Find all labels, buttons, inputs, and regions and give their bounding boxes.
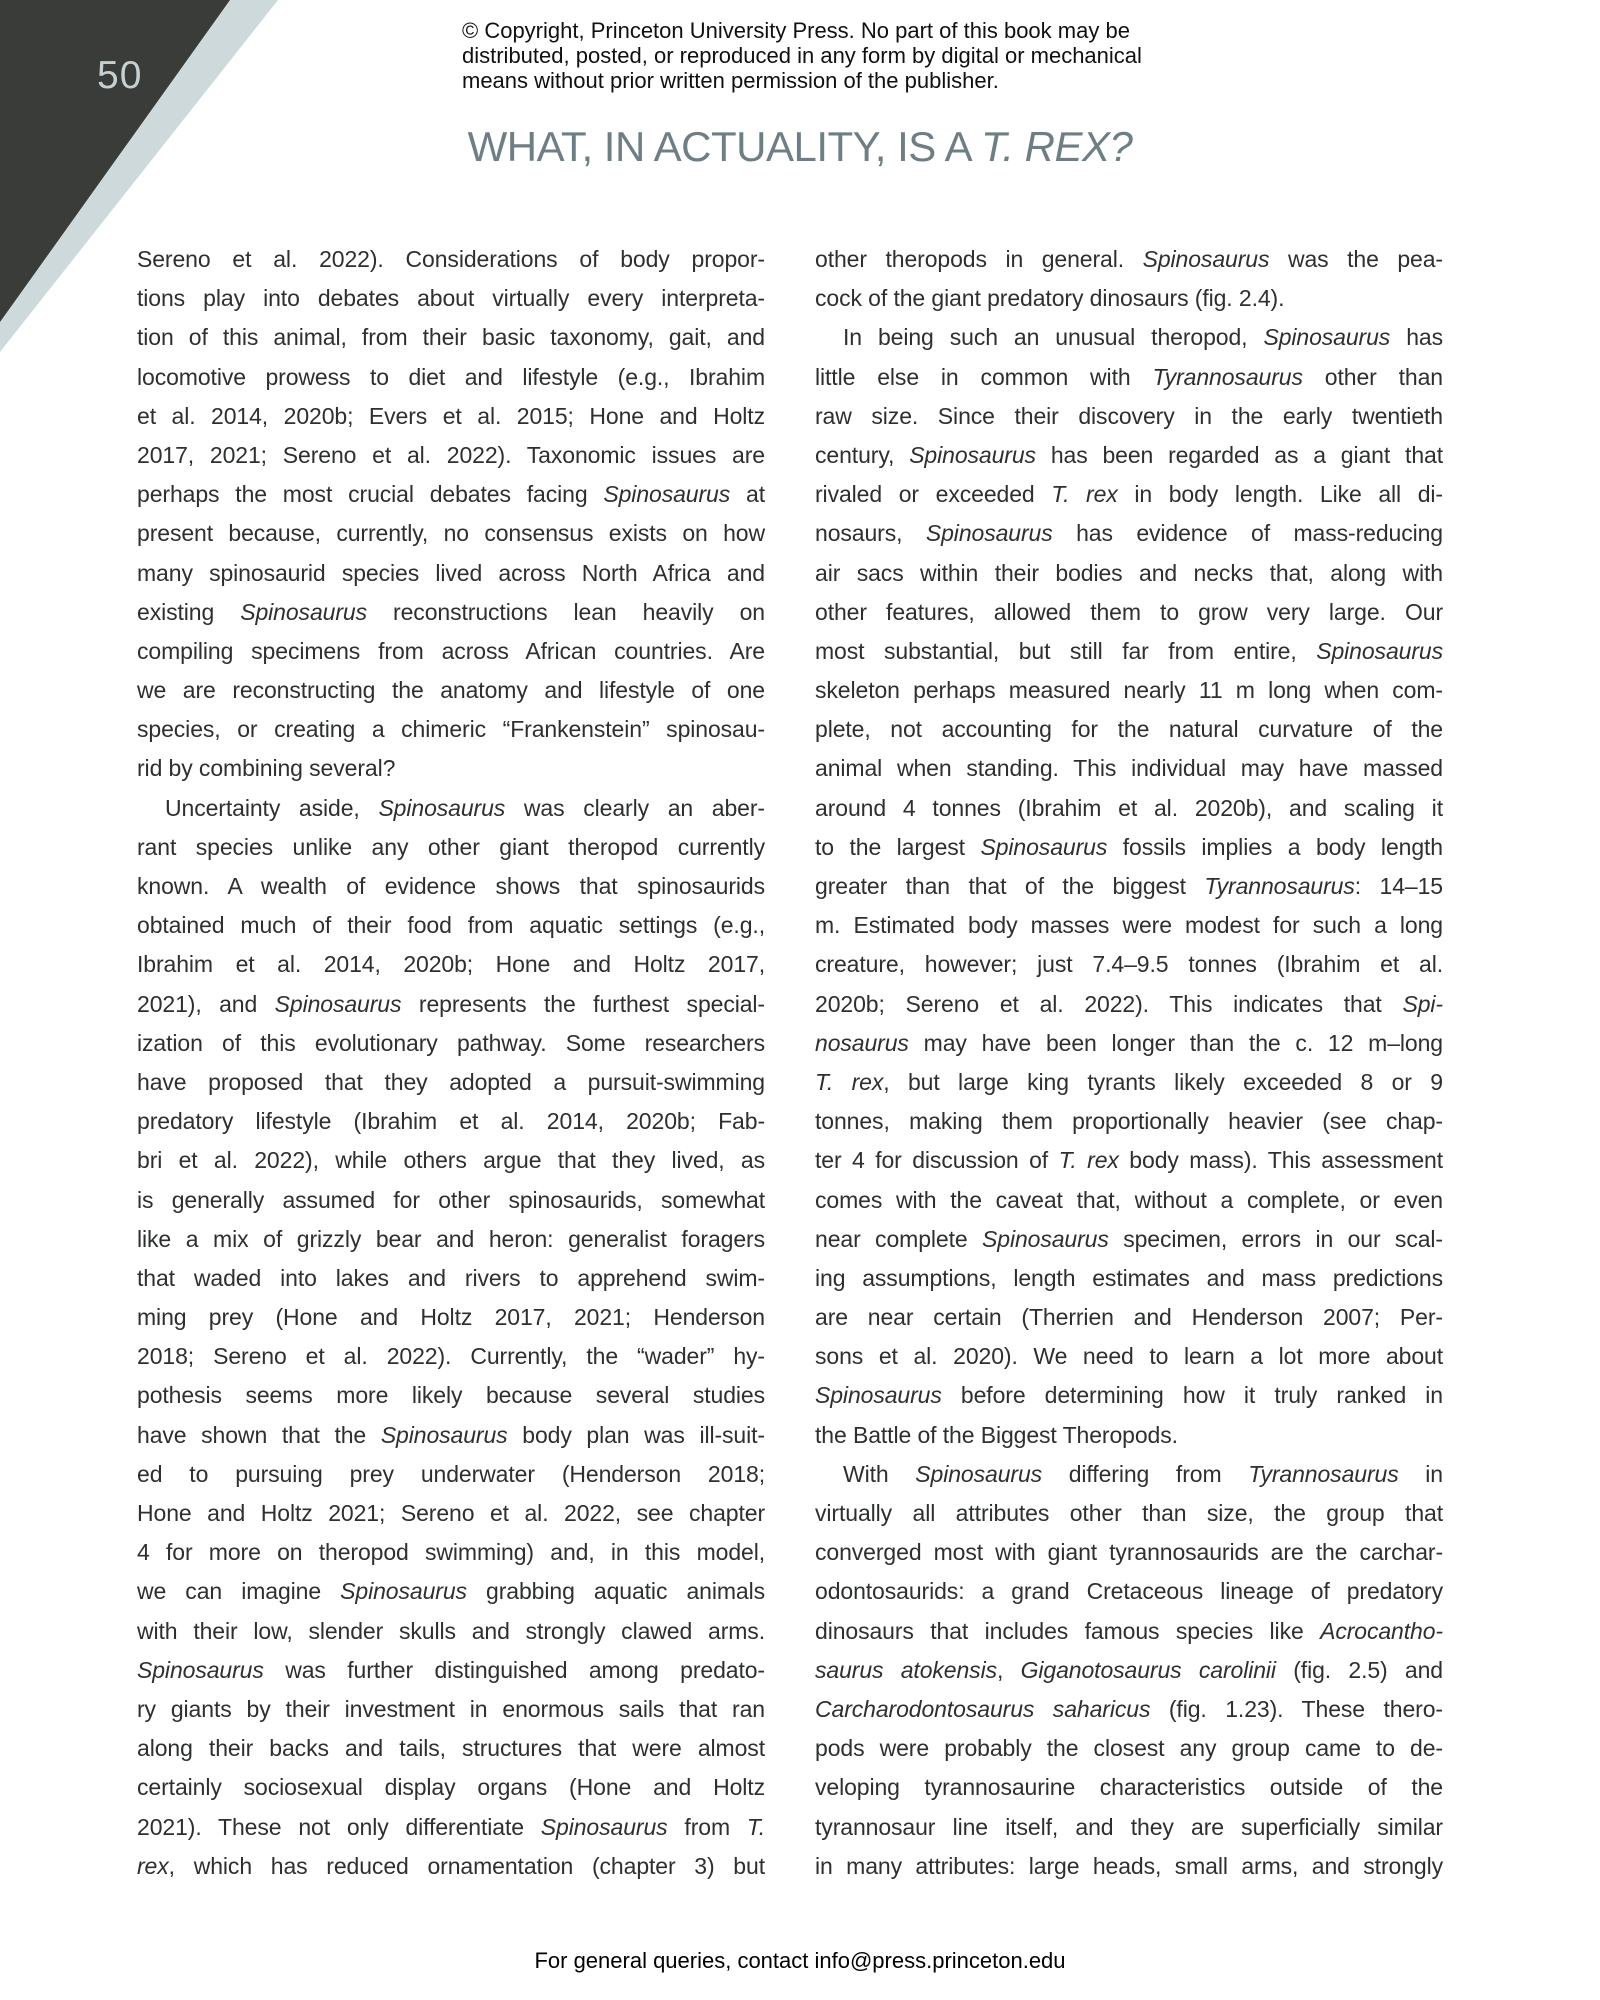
text-line: ization of this evolutionary pathway. Some researchers [137, 1029, 765, 1056]
text-line: present because, currently, no consensus exists on how [137, 520, 765, 547]
text-line: T. rex, but large king tyrants likely exceeded 8 or 9 [815, 1068, 1443, 1095]
text-line: compiling specimens from across African countries. Are [137, 637, 765, 664]
text-line: century, Spinosaurus has been regarded as a giant that [815, 441, 1443, 468]
text-line: 2021). These not only differentiate Spinosaurus from T. [137, 1813, 765, 1840]
copyright-line: distributed, posted, or reproduced in any form by digital or mechanical [462, 43, 1142, 68]
text-line: sons et al. 2020). We need to learn a lot more about [815, 1343, 1443, 1370]
text-line: certainly sociosexual display organs (Hone and Holtz [137, 1774, 765, 1801]
text-line: that waded into lakes and rivers to apprehend swim- [137, 1264, 765, 1291]
text-line: tyrannosaur line itself, and they are superficially similar [815, 1813, 1443, 1840]
text-line: other features, allowed them to grow very large. Our [815, 598, 1443, 625]
text-line: existing Spinosaurus reconstructions lean heavily on [137, 598, 765, 625]
text-line: along their backs and tails, structures that were almost [137, 1735, 765, 1762]
text-line: known. A wealth of evidence shows that spinosaurids [137, 873, 765, 899]
text-line: most substantial, but still far from entire, Spinosaurus [815, 637, 1443, 664]
text-line: rid by combining several? [137, 755, 396, 782]
text-line: have proposed that they adopted a pursuit-swimming [137, 1068, 765, 1095]
text-line: comes with the caveat that, without a complete, or even [815, 1186, 1443, 1213]
text-line: tion of this animal, from their basic taxonomy, gait, and [137, 324, 765, 351]
copyright-line: © Copyright, Princeton University Press. No part of this book may be [462, 18, 1130, 43]
text-line: skeleton perhaps measured nearly 11 m long when com- [815, 677, 1443, 704]
text-line: Ibrahim et al. 2014, 2020b; Hone and Holtz 2017, [137, 951, 765, 978]
text-line: around 4 tonnes (Ibrahim et al. 2020b), and scaling it [815, 794, 1443, 821]
text-line: species, or creating a chimeric “Frankenstein” spinosau- [137, 716, 765, 743]
copyright-notice [462, 18, 1182, 93]
text-line: saurus atokensis, Giganotosaurus carolinii (fig. 2.5) and [815, 1656, 1443, 1683]
text-line: with their low, slender skulls and strongly clawed arms. [137, 1617, 765, 1644]
text-line: have shown that the Spinosaurus body plan was ill-suit- [137, 1421, 765, 1448]
text-line: et al. 2014, 2020b; Evers et al. 2015; Hone and Holtz [137, 402, 765, 429]
text-line: creature, however; just 7.4–9.5 tonnes (Ibrahim et al. [815, 951, 1443, 978]
text-line: other theropods in general. Spinosaurus was the pea- [815, 246, 1443, 272]
text-line: Carcharodontosaurus saharicus (fig. 1.23). These thero- [815, 1695, 1443, 1722]
text-line: predatory lifestyle (Ibrahim et al. 2014, 2020b; Fab- [137, 1108, 765, 1135]
text-line: ed to pursuing prey underwater (Henderson 2018; [137, 1460, 765, 1487]
text-line: locomotive prowess to diet and lifestyle (e.g., Ibrahim [137, 363, 765, 390]
text-line: bri et al. 2022), while others argue that they lived, as [137, 1147, 765, 1174]
footer-contact: For general queries, contact info@press.princeton.edu [534, 1948, 1066, 1973]
text-line: veloping tyrannosaurine characteristics outside of the [815, 1774, 1443, 1801]
text-line: Hone and Holtz 2021; Sereno et al. 2022, see chapter [137, 1500, 765, 1526]
text-line: we are reconstructing the anatomy and lifestyle of one [137, 677, 765, 704]
text-line: little else in common with Tyrannosaurus other than [815, 363, 1443, 390]
text-line: obtained much of their food from aquatic settings (e.g., [137, 912, 765, 939]
text-line: are near certain (Therrien and Henderson 2007; Per- [815, 1304, 1443, 1331]
text-line: perhaps the most crucial debates facing Spinosaurus at [137, 481, 765, 508]
text-line: dinosaurs that includes famous species like Acrocantho- [815, 1617, 1443, 1644]
text-line: near complete Spinosaurus specimen, errors in our scal- [815, 1225, 1443, 1252]
text-line: 2018; Sereno et al. 2022). Currently, the “wader” hy- [137, 1343, 765, 1370]
copyright-line: means without prior written permission of the publisher. [462, 68, 999, 93]
text-line: cock of the giant predatory dinosaurs (fig. 2.4). [815, 285, 1285, 312]
text-line: pothesis seems more likely because several studies [137, 1382, 765, 1409]
text-line: plete, not accounting for the natural curvature of the [815, 716, 1443, 743]
text-line: 2021), and Spinosaurus represents the furthest special- [137, 990, 765, 1017]
text-line: tonnes, making them proportionally heavier (see chap- [815, 1108, 1443, 1135]
text-line: Spinosaurus was further distinguished among predato- [137, 1656, 765, 1683]
body-text [137, 240, 1443, 1886]
text-line: Spinosaurus before determining how it truly ranked in [815, 1382, 1443, 1409]
text-line: animal when standing. This individual may have massed [815, 755, 1443, 782]
right-column [815, 240, 1443, 1886]
text-line: converged most with giant tyrannosaurids are the carchar- [815, 1539, 1443, 1566]
text-line: the Battle of the Biggest Theropods. [815, 1421, 1178, 1448]
text-line: 4 for more on theropod swimming) and, in this model, [137, 1539, 765, 1566]
text-line: Uncertainty aside, Spinosaurus was clearly an aber- [165, 794, 765, 821]
text-line: raw size. Since their discovery in the early twentieth [815, 402, 1443, 429]
text-line: ing assumptions, length estimates and mass predictions [815, 1264, 1443, 1291]
page-number: 50 [97, 54, 143, 97]
text-line: is generally assumed for other spinosaurids, somewhat [137, 1186, 765, 1213]
text-line: rex, which has reduced ornamentation (chapter 3) but [137, 1852, 765, 1879]
text-line: to the largest Spinosaurus fossils implies a body length [815, 833, 1443, 860]
text-line: like a mix of grizzly bear and heron: generalist foragers [137, 1225, 765, 1252]
text-line: Sereno et al. 2022). Considerations of body propor- [137, 246, 765, 272]
left-column [137, 240, 765, 1886]
text-line: air sacs within their bodies and necks that, along with [815, 559, 1443, 586]
text-line: In being such an unusual theropod, Spinosaurus has [843, 324, 1443, 351]
text-line: ter 4 for discussion of T. rex body mass). This assessment [815, 1147, 1443, 1174]
text-line: tions play into debates about virtually every interpreta- [137, 285, 765, 312]
text-line: With Spinosaurus differing from Tyrannosaurus in [843, 1460, 1443, 1487]
text-line: we can imagine Spinosaurus grabbing aquatic animals [137, 1578, 765, 1605]
text-line: odontosaurids: a grand Cretaceous lineage of predatory [815, 1578, 1443, 1605]
text-line: 2017, 2021; Sereno et al. 2022). Taxonomic issues are [137, 441, 765, 468]
text-line: many spinosaurid species lived across North Africa and [137, 559, 765, 586]
text-line: rant species unlike any other giant theropod currently [137, 833, 765, 860]
text-line: ry giants by their investment in enormous sails that ran [137, 1695, 765, 1722]
text-line: pods were probably the closest any group came to de- [815, 1735, 1443, 1762]
text-line: greater than that of the biggest Tyrannosaurus: 14–15 [815, 873, 1443, 899]
text-line: ming prey (Hone and Holtz 2017, 2021; Henderson [137, 1304, 765, 1331]
text-line: in many attributes: large heads, small arms, and strongly [815, 1852, 1443, 1879]
text-line: rivaled or exceeded T. rex in body length. Like all di- [815, 481, 1443, 508]
text-line: m. Estimated body masses were modest for such a long [815, 912, 1443, 939]
text-line: virtually all attributes other than size, the group that [815, 1500, 1443, 1526]
text-line: nosaurs, Spinosaurus has evidence of mass-reducing [815, 520, 1443, 547]
chapter-title: WHAT, IN ACTUALITY, IS A T. REX? [467, 123, 1133, 170]
text-line: 2020b; Sereno et al. 2022). This indicates that Spi- [815, 990, 1443, 1017]
text-line: nosaurus may have been longer than the c. 12 m–long [815, 1029, 1443, 1056]
